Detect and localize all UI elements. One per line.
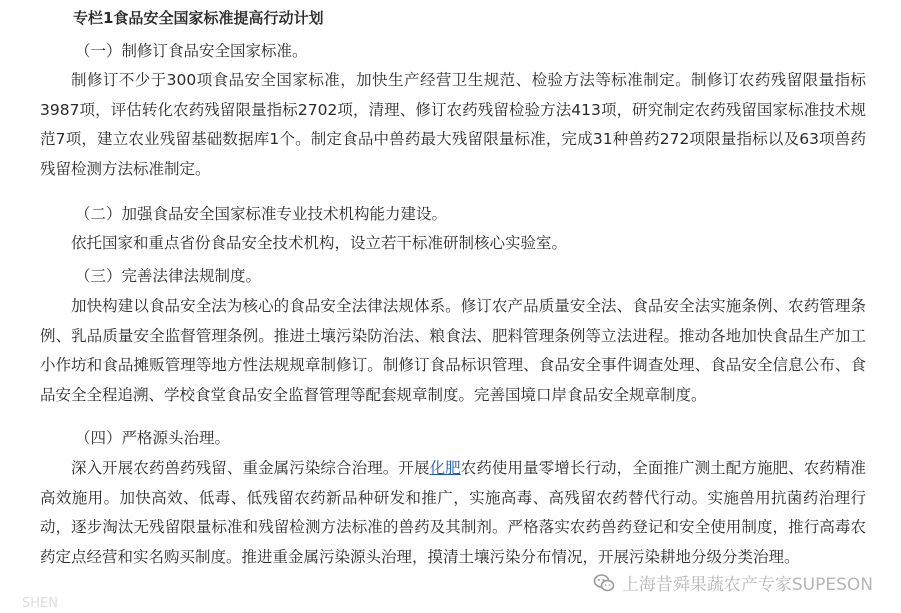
watermark-text: 上海昔舜果蔬农产专家SUPESON [621, 575, 873, 595]
wechat-icon [592, 571, 616, 595]
section-body-1: 制修订不少于300项食品安全国家标准，加快生产经营卫生规范、检验方法等标准制定。制修订农药残留限量指标3987项，评估转化农药残留限量指标2702项，清理、修订农药残留检验方法413项，研究制定农药残留国家标准技术规范7项，建立农业残留基础数据库1个。制定食品中兽药最大残留限量标准，完成31种兽药272项限量指标以及63项兽药残留检测方法标准制定。 [40, 71, 866, 178]
section-body-4 [40, 454, 866, 572]
section-heading-4: （四）严格源头治理。 [75, 429, 231, 447]
section-heading-1: （一）制修订食品安全国家标准。 [75, 42, 308, 60]
section-heading-3: （三）完善法律法规制度。 [75, 267, 262, 285]
section-body-4-part-2: 农药使用量零增长行动，全面推广测土配方施肥、农药精准高效施用。加快高效、低毒、低残留农药新品种研发和推广，实施高毒、高残留农药替代行动。实施兽用抗菌药治理行动，逐步淘汰无残留限量标准和残留检测方法标准的兽药及其制剂。严格落实农药兽药登记和安全使用制度，推行高毒农药定点经营和实名购买制度。推进重金属污染源头治理，摸清土壤污染分布情况，开展污染耕地分级分类治理。 [40, 459, 866, 566]
section-body-4-part-1: 深入开展农药兽药残留、重金属污染综合治理。开展 [71, 459, 430, 477]
section-body-2: 依托国家和重点省份食品安全技术机构，设立若干标准研制核心实验室。 [71, 234, 568, 252]
section-heading-2: （二）加强食品安全国家标准专业技术机构能力建设。 [75, 205, 448, 223]
column-title: 专栏1食品安全国家标准提高行动计划 [73, 9, 324, 27]
watermark-left: SHEN [22, 596, 58, 611]
watermark [592, 570, 873, 595]
fertilizer-link[interactable]: 化肥 [429, 459, 461, 477]
section-body-3: 加快构建以食品安全法为核心的食品安全法律法规体系。修订农产品质量安全法、食品安全法实施条例、农药管理条例、乳品质量安全监督管理条例。推进土壤污染防治法、粮食法、肥料管理条例等立法进程。推动各地加快食品生产加工小作坊和食品摊贩管理等地方性法规规章制修订。制修订食品标识管理、食品安全事件调查处理、食品安全信息公布、食品安全全程追溯、学校食堂食品安全监督管理等配套规章制度。完善国境口岸食品安全规章制度。 [40, 297, 866, 404]
